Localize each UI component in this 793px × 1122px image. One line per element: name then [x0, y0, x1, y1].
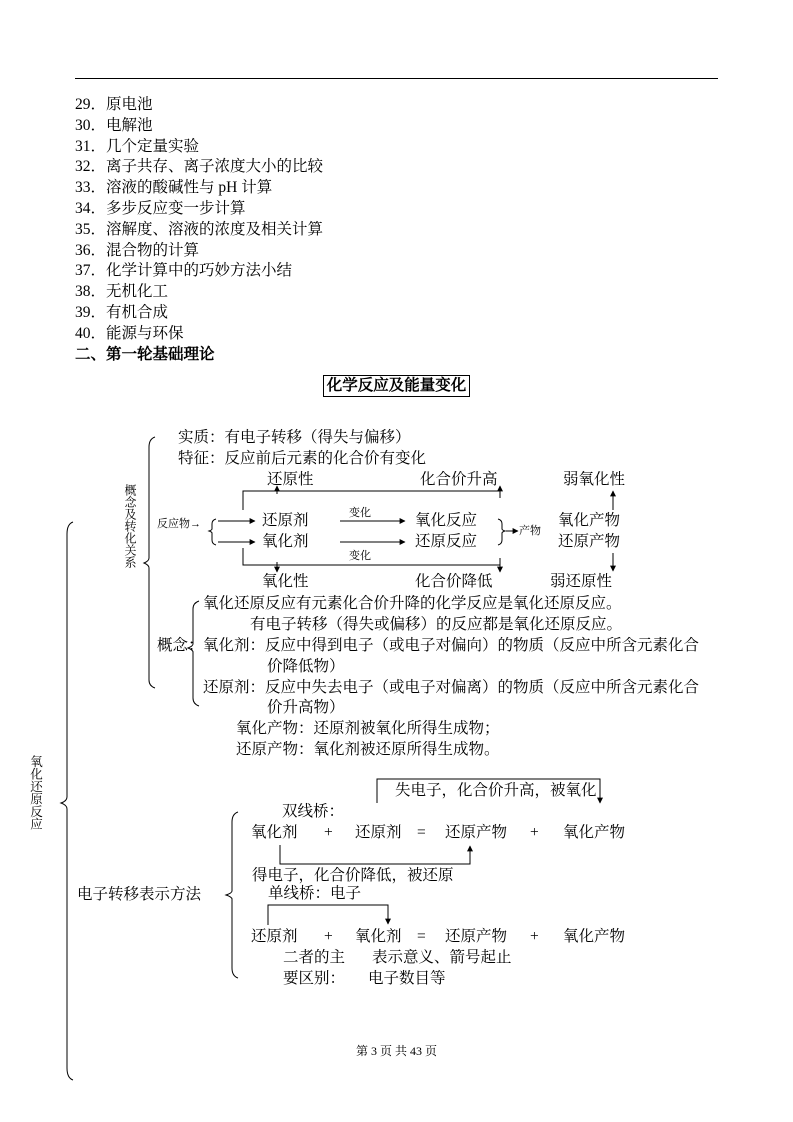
- valence-up-label: 化合价升高: [420, 471, 498, 488]
- single-bridge-label: 单线桥：电子: [268, 885, 362, 902]
- reduction-product-label: 还原产物: [558, 533, 621, 550]
- gain-electron-bridge: [280, 845, 470, 864]
- difference-line-1b: 表示意义、箭号起止: [372, 949, 512, 966]
- list-item: 37．化学计算中的巧妙方法小结: [75, 262, 293, 280]
- reducibility-label: 还原性: [267, 471, 314, 488]
- single-bridge-arrow: [268, 905, 388, 925]
- electron-transfer-label: 电子转移表示方法: [77, 886, 202, 903]
- essence-text: 实质：有电子转移（得失与偏移）: [178, 429, 411, 446]
- definition-line-1: 氧化还原反应有元素化合价升降的化学反应是氧化还原反应。: [203, 595, 622, 612]
- reduction-reaction-label: 还原反应: [415, 533, 478, 550]
- products-label: 产物: [519, 525, 541, 537]
- equation-term: 氧化产物: [563, 824, 626, 841]
- change-label-bottom: 变化: [349, 550, 371, 562]
- list-item: 39．有机合成: [75, 303, 169, 321]
- list-item: 38．无机化工: [75, 283, 169, 301]
- equation-term: 氧化剂: [251, 824, 298, 841]
- concept-relation-label: 概念及转化关系: [123, 484, 137, 568]
- equation-term: 还原剂: [251, 928, 298, 945]
- equation-operator: +: [324, 928, 333, 945]
- equation-term: 氧化剂: [355, 928, 402, 945]
- reductant-label: 还原剂: [262, 512, 309, 529]
- concept-relation-brace: [144, 437, 155, 688]
- oxidation-product-label: 氧化产物: [558, 512, 621, 529]
- oxidant-label: 氧化剂: [262, 533, 309, 550]
- reductant-definition: 还原剂：反应中失去电子（或电子对偏离）的物质（反应中所含元素化合: [203, 679, 700, 696]
- list-item: 36．混合物的计算: [75, 241, 200, 259]
- main-brace: [61, 522, 73, 1080]
- list-item: 40．能源与环保: [75, 324, 184, 342]
- oxidation-reaction-label: 氧化反应: [415, 512, 478, 529]
- change-label-top: 变化: [349, 507, 371, 519]
- list-item: 35．溶解度、溶液的浓度及相关计算: [75, 220, 324, 238]
- redox-main-label: 氧化还原反应: [28, 755, 43, 830]
- list-item: 30．电解池: [75, 116, 153, 134]
- equation-operator: +: [530, 824, 539, 841]
- top-bracket: [243, 491, 500, 510]
- products-brace: [498, 519, 505, 545]
- reduction-product-definition: 还原产物：氧化剂被还原所得生成物。: [236, 741, 500, 758]
- equation-operator: +: [324, 824, 333, 841]
- page-title: 化学反应及能量变化: [323, 375, 470, 397]
- difference-line-2b: 电子数目等: [368, 970, 446, 987]
- weak-reducing-label: 弱还原性: [550, 573, 613, 590]
- valence-down-label: 化合价降低: [415, 573, 493, 590]
- topic-list: [75, 95, 323, 345]
- weak-oxidizing-label: 弱氧化性: [563, 471, 626, 488]
- equation-term: 还原剂: [355, 824, 402, 841]
- list-item: 34．多步反应变一步计算: [75, 199, 246, 217]
- oxidizing-label: 氧化性: [262, 573, 309, 590]
- difference-line-1a: 二者的主: [283, 949, 346, 966]
- equation-term: 氧化产物: [563, 928, 626, 945]
- list-item: 29．原电池: [75, 96, 153, 113]
- reactants-label: 反应物→: [157, 518, 201, 530]
- section-heading: 二、第一轮基础理论: [75, 346, 215, 363]
- oxidant-definition-cont: 价降低物）: [267, 658, 345, 675]
- equation-operator: =: [417, 928, 426, 945]
- difference-line-2a: 要区别：: [283, 970, 346, 987]
- list-item: 33．溶液的酸碱性与 pH 计算: [75, 179, 273, 197]
- equation-term: 还原产物: [445, 824, 508, 841]
- definition-line-2: 有电子转移（得失或偏移）的反应都是氧化还原反应。: [250, 616, 623, 633]
- page-footer: 第 3 页 共 43 页: [355, 1044, 437, 1058]
- list-item: 31．几个定量实验: [75, 137, 200, 155]
- reactants-brace: [209, 519, 216, 545]
- oxidation-product-definition: 氧化产物：还原剂被氧化所得生成物；: [236, 720, 500, 737]
- equation-operator: =: [417, 824, 426, 841]
- double-bridge-label: 双线桥：: [282, 803, 345, 820]
- double-bridge-bottom-note: 得电子，化合价降低，被还原: [252, 867, 454, 884]
- double-bridge-top-note: 失电子，化合价升高，被氧化: [395, 782, 597, 799]
- header-rule: [75, 78, 718, 79]
- concept-label: 概念：: [157, 637, 204, 654]
- list-item: 32．离子共存、离子浓度大小的比较: [75, 158, 324, 176]
- feature-text: 特征：反应前后元素的化合价有变化: [178, 450, 427, 467]
- equation-operator: +: [530, 928, 539, 945]
- reductant-definition-cont: 价升高物）: [267, 699, 345, 716]
- electron-transfer-brace: [226, 812, 238, 978]
- oxidant-definition: 氧化剂：反应中得到电子（或电子对偏向）的物质（反应中所含元素化合: [203, 637, 700, 654]
- equation-term: 还原产物: [445, 928, 508, 945]
